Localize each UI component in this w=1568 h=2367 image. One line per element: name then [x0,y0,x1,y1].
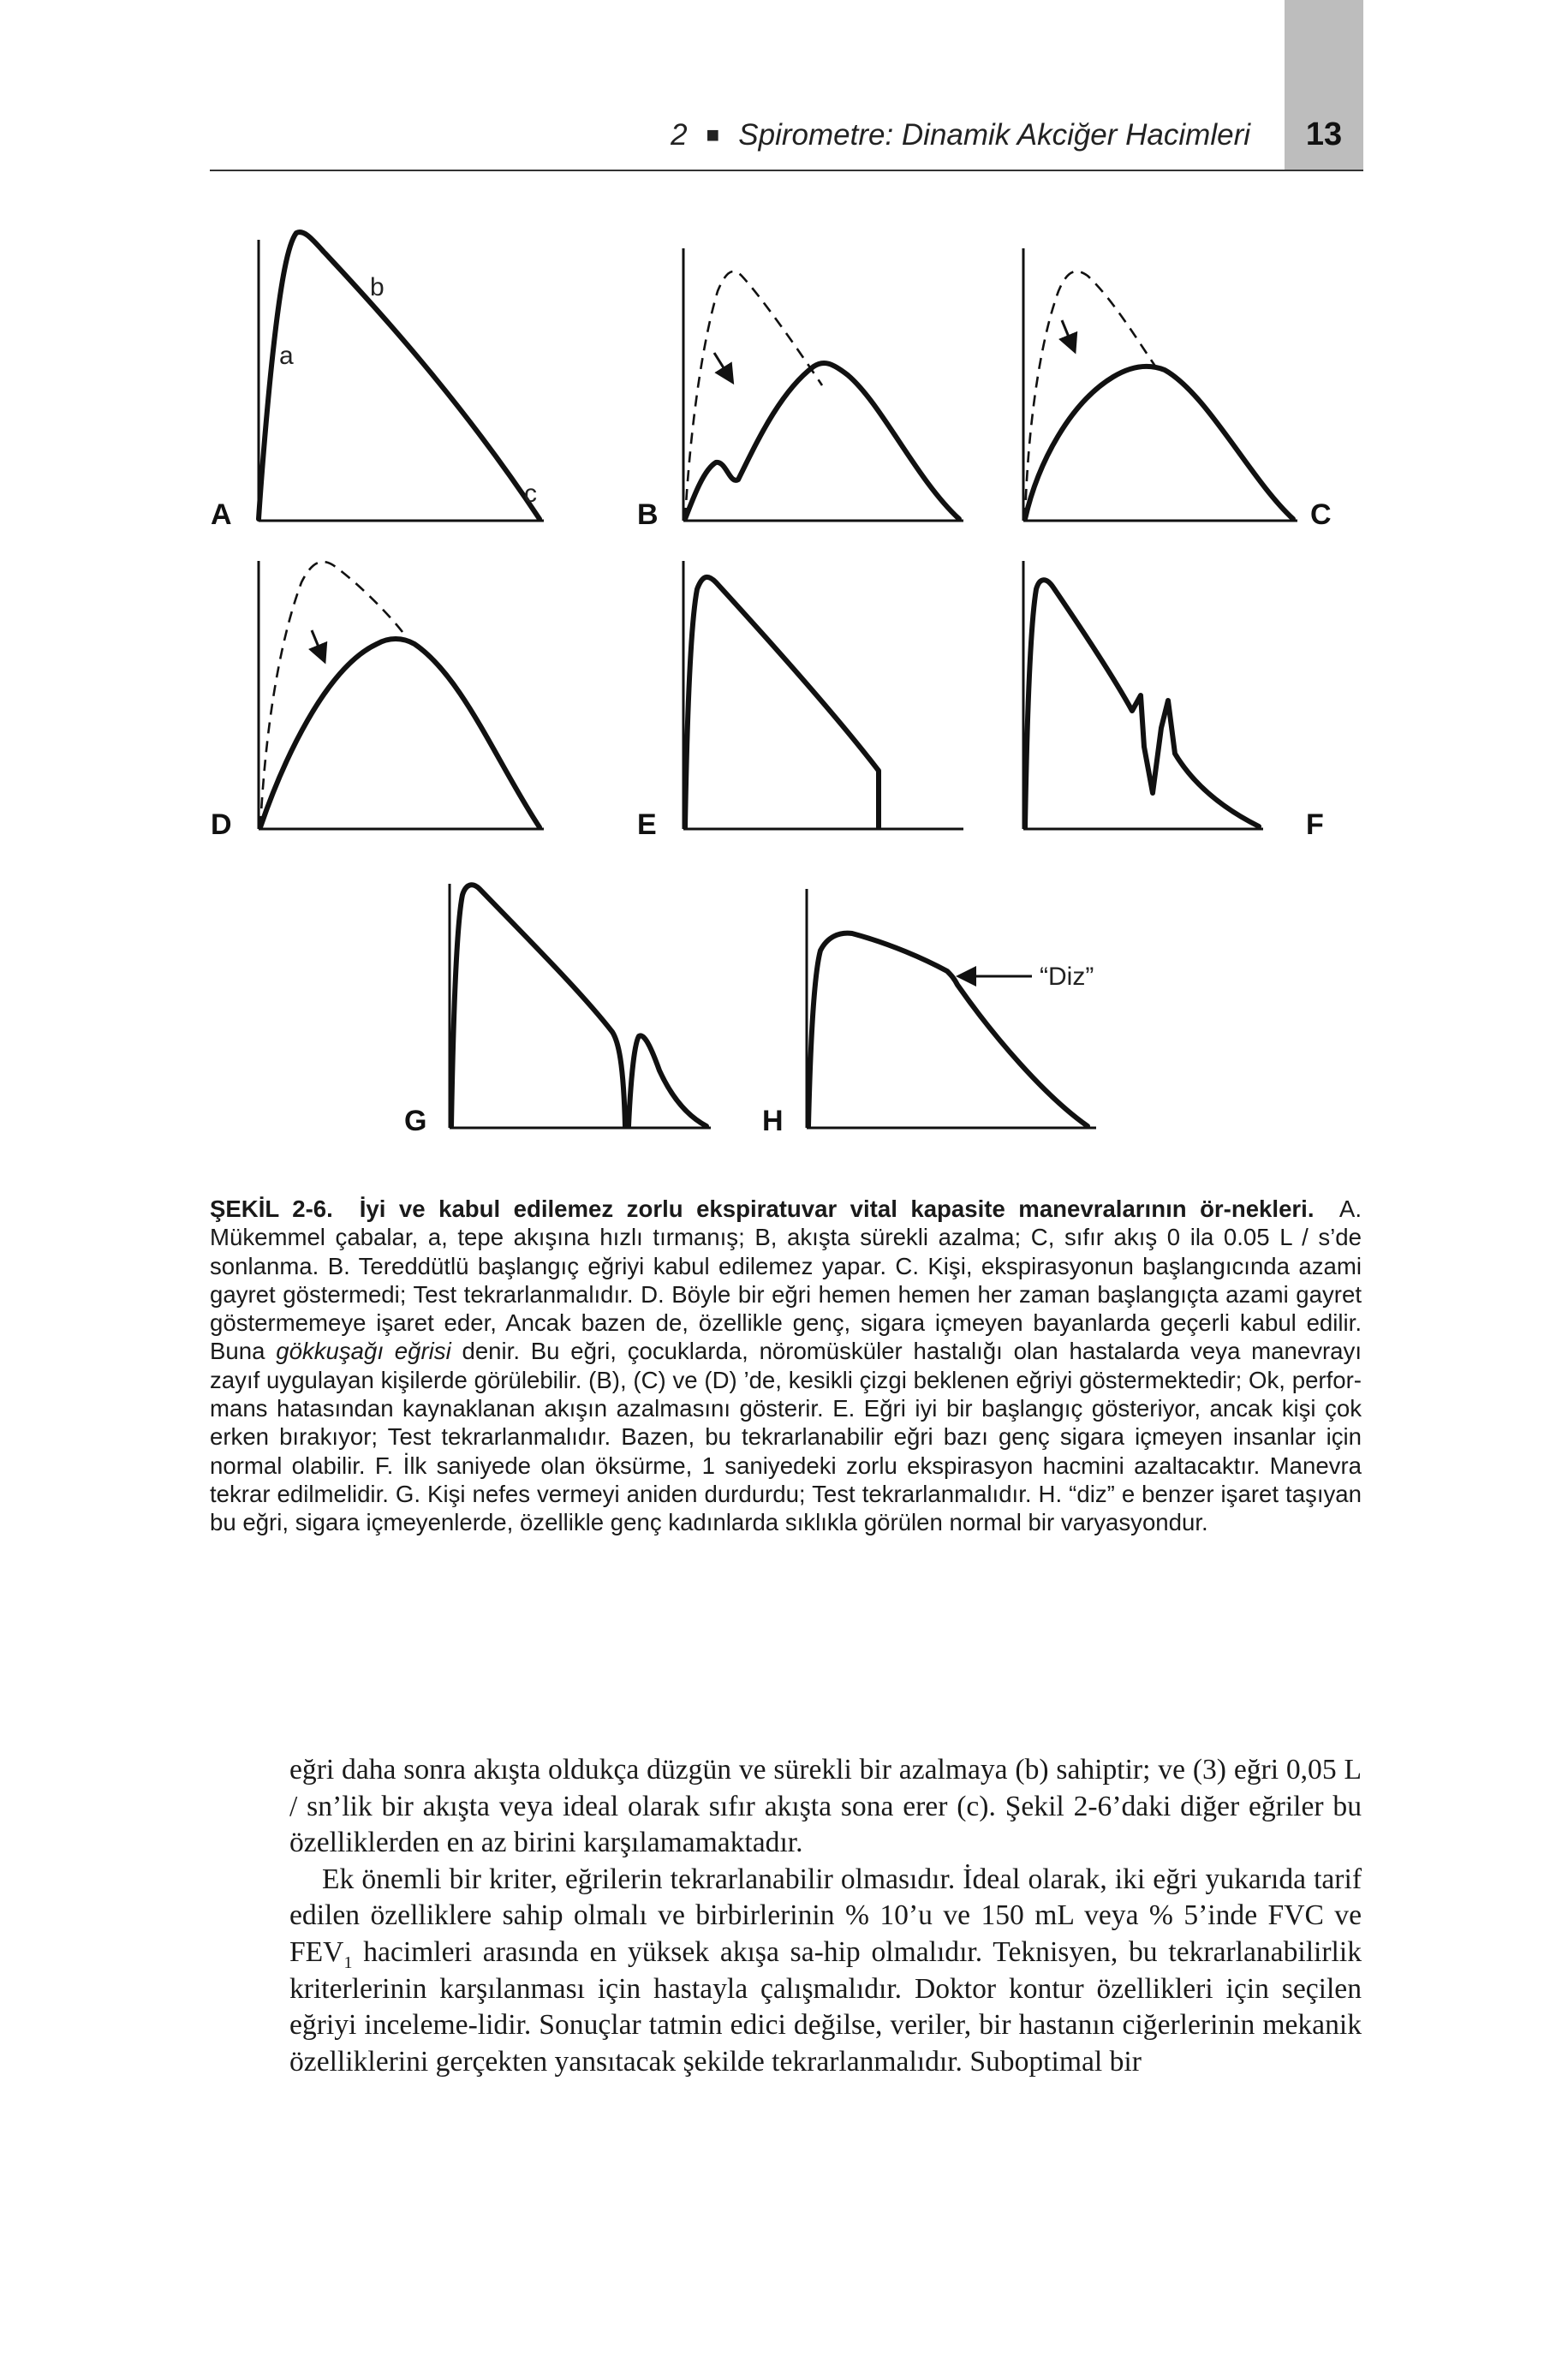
chapter-title: Spirometre: Dinamik Akciğer Hacimleri [738,118,1250,152]
panel-a-curve [259,232,540,519]
panel-b-arrow [714,353,731,380]
panel-g [404,884,711,1137]
caption-text-2: denir. Bu eğri, çocuklarda, nöromüsküler hastalığı olan hastalarda veya manevrayı zayıf uygulayan kişilerde görülebilir. (B), (C) ve (D) ’de, kesikli çizgi beklenen eğriyi göstermektedir; Ok, perfor-mans hatasından kaynaklanan akışın azalmasını gösterir. E. Eğri iyi bir başlangıç gösteriyor, ancak kişi çok erken bırakıyor; Test tekrarlanmalıdır. Bazen, bu tekrarlanabilir eğri bazı genç sigara içmeyen insanlar için normal olabilir. F. İlk saniyede olan öksürme, 1 saniyedeki zorlu ekspirasyon hacmini azaltacaktır. Manevra tekrar edilmelidir. G. Kişi nefes vermeyi aniden durdurdu; Test tekrarlanmalıdır. H. “diz” e benzer işaret taşıyan bu eğri, sigara içmeyenlerde, özellikle genç kadınlarda sıklıkla görülen normal bir varyasyondur. [210,1338,1362,1536]
panel-f-curve [1025,580,1259,827]
body-text [289,1752,1362,2080]
figure-2-6 [0,0,1568,1165]
caption-title: İyi ve kabul edilemez zorlu ekspiratuvar vital kapasite manevralarının ör-nekleri. [359,1195,1315,1222]
figure-caption [210,1195,1362,1537]
panel-b-curve [685,363,959,519]
panel-c-curve [1025,367,1293,519]
caption-text-1: A. Mükemmel çabalar, a, tepe akışına hızlı tırmanış; B, akışta sürekli azalma; C, sıfır akış 0 ila 0.05 L / s’de sonlanma. B. Tereddütlü başlangıç eğriyi kabul edilemez yapar. C. Kişi, ekspirasyonun başlangıcında azami gayret göstermedi; Test tekrarlanmalıdır. D. Böyle bir eğri hemen hemen her zaman başlangıçta azami gayret göstermemeye işaret eder, Ancak bazen de, özellikle genç, sigara içmeyen bayanlarda geçerli kabul edilir. Buna [210,1195,1362,1365]
separator-square: ■ [706,122,720,147]
caption-label: ŞEKİL 2-6. [210,1195,333,1222]
panel-c-arrow [1062,320,1074,349]
panel-g-curve [451,885,706,1126]
panel-f [1023,561,1324,841]
panel-h [762,889,1096,1137]
knee-label: “Diz” [1040,963,1094,991]
page-number: 13 [1305,116,1343,152]
body-paragraph-2-part-b: hacimleri arasında en yüksek akışa sa-hip olmalıdır. Teknisyen, bu tekrarlanabilirlik kriterlerinin karşılanması için hastayla çalışmalıdır. Doktor kontur özellikleri için seçilen eğriyi inceleme-lidir. Sonuçlar tatmin edici değilse, veriler, bir hastanın ciğerlerinin mekanik özelliklerini gerçekten yansıtacak şekilde tekrarlanmalıdır. Suboptimal bir [289,1935,1362,2078]
panel-c [1023,248,1332,531]
panel-e-letter: E [637,808,657,841]
panel-a [211,232,544,531]
body-paragraph-1: eğri daha sonra akışta oldukça düzgün ve sürekli bir azalmaya (b) sahiptir; ve (3) eğri 0,05 L / sn’lik bir akışta veya ideal olarak sıfır akışta sona erer (c). Şekil 2-6’daki diğer eğriler bu özelliklerden en az birini karşılamamaktadır. [289,1754,1362,1859]
caption-emphasis: gökkuşağı eğrisi [276,1338,451,1365]
panel-e [637,561,963,841]
body-paragraph-2 [289,1862,1362,2081]
panel-a-point-b: b [370,273,385,301]
body-paragraph-2-part-a: Ek önemli bir kriter, eğrilerin tekrarlanabilir olmasıdır. İdeal olarak, iki eğri yukarıda tarif edilen özelliklere sahip olmalı ve birbirlerinin % 10’u ve 150 mL veya % 5’inde FVC ve FEV [289,1863,1362,1968]
panel-g-letter: G [404,1105,427,1137]
panel-f-letter: F [1306,808,1324,841]
fev-subscript: 1 [343,1953,353,1972]
panel-d-letter: D [211,808,232,841]
panel-b [637,248,963,531]
panel-d-curve [260,639,540,827]
panel-h-letter: H [762,1105,784,1137]
panel-a-point-c: c [524,480,537,508]
panel-d-expected-curve [260,562,402,827]
panel-c-letter: C [1310,498,1332,531]
panel-b-letter: B [637,498,659,531]
panel-d-arrow [312,630,324,659]
panel-a-letter: A [211,498,232,531]
panel-b-expected-curve [685,271,822,519]
panel-e-curve [685,577,879,827]
panel-d [211,561,544,841]
chapter-number: 2 [671,118,688,152]
panel-a-point-a: a [279,342,294,370]
